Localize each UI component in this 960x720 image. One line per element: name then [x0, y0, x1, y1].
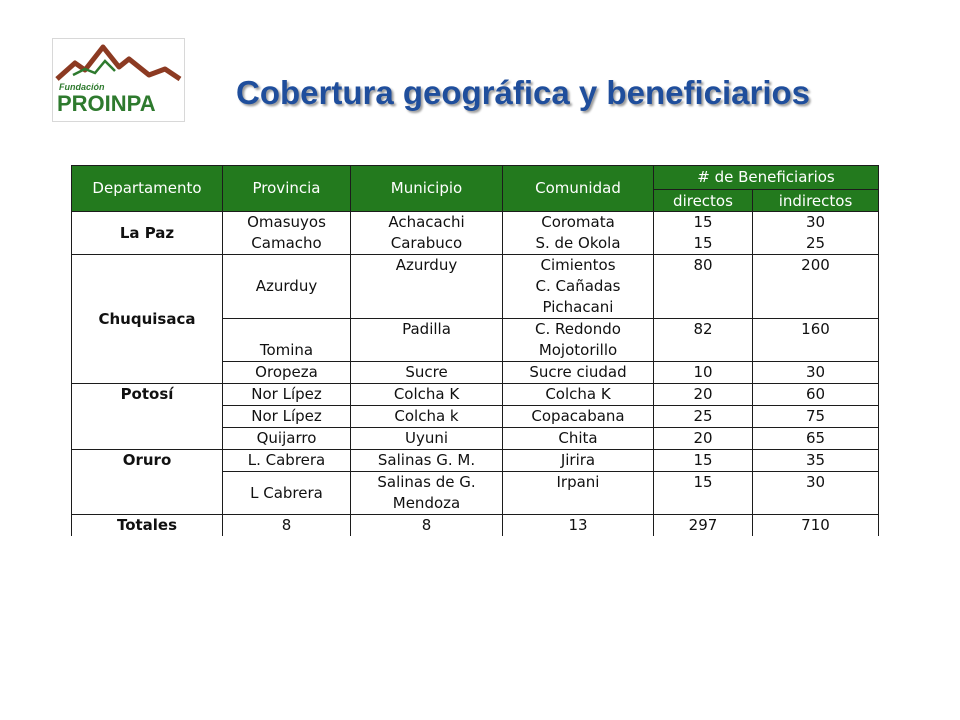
municipality-cell: Salinas de G. Mendoza	[351, 472, 503, 515]
community-cell: Sucre ciudad	[503, 362, 654, 384]
total-indirect-cell: 710	[753, 515, 879, 537]
total-community-cell: 13	[503, 515, 654, 537]
direct-cell: 25	[654, 406, 753, 428]
direct-cell: 15	[654, 472, 753, 515]
indirect-cell: 160	[753, 319, 879, 362]
municipality-cell: Achacachi Carabuco	[351, 212, 503, 255]
municipality-cell: Salinas G. M.	[351, 450, 503, 472]
province-cell: Nor Lípez	[223, 406, 351, 428]
community-cell: Jirira	[503, 450, 654, 472]
province-cell: Tomina	[223, 319, 351, 362]
municipality-cell: Padilla	[351, 319, 503, 362]
direct-cell: 80	[654, 255, 753, 319]
header-beneficiarios: # de Beneficiarios	[654, 166, 879, 190]
province-cell: Nor Lípez	[223, 384, 351, 406]
community-cell: Cimientos C. Cañadas Pichacani	[503, 255, 654, 319]
header-municipio: Municipio	[351, 166, 503, 212]
indirect-cell: 30 25	[753, 212, 879, 255]
direct-cell: 15	[654, 450, 753, 472]
province-cell: Quijarro	[223, 428, 351, 450]
header-directos: directos	[654, 190, 753, 212]
department-cell: Potosí	[72, 384, 223, 450]
totals-row	[72, 515, 879, 537]
total-direct-cell: 297	[654, 515, 753, 537]
header-indirectos: indirectos	[753, 190, 879, 212]
total-province-cell: 8	[223, 515, 351, 537]
direct-cell: 10	[654, 362, 753, 384]
community-cell: Coromata S. de Okola	[503, 212, 654, 255]
direct-cell: 20	[654, 428, 753, 450]
logo-brand-text: PROINPA	[57, 91, 156, 116]
province-cell: L Cabrera	[223, 472, 351, 515]
header-departamento: Departamento	[72, 166, 223, 212]
municipality-cell: Colcha k	[351, 406, 503, 428]
community-cell: Copacabana	[503, 406, 654, 428]
municipality-cell: Uyuni	[351, 428, 503, 450]
indirect-cell: 65	[753, 428, 879, 450]
indirect-cell: 30	[753, 362, 879, 384]
header-comunidad: Comunidad	[503, 166, 654, 212]
municipality-cell: Colcha K	[351, 384, 503, 406]
province-cell: Omasuyos Camacho	[223, 212, 351, 255]
table-row	[72, 450, 879, 472]
indirect-cell: 60	[753, 384, 879, 406]
table-row	[72, 255, 879, 319]
total-municipality-cell: 8	[351, 515, 503, 537]
province-cell: Azurduy	[223, 255, 351, 319]
logo-small-text: Fundación	[59, 82, 105, 92]
table-row	[72, 212, 879, 255]
municipality-cell: Azurduy	[351, 255, 503, 319]
coverage-table	[71, 165, 879, 536]
community-cell: Colcha K	[503, 384, 654, 406]
table-row	[72, 384, 879, 406]
page-title: Cobertura geográfica y beneficiarios	[236, 74, 811, 111]
department-cell: La Paz	[72, 212, 223, 255]
province-cell: L. Cabrera	[223, 450, 351, 472]
community-cell: Irpani	[503, 472, 654, 515]
indirect-cell: 30	[753, 472, 879, 515]
municipality-cell: Sucre	[351, 362, 503, 384]
department-cell: Oruro	[72, 450, 223, 515]
totals-label: Totales	[72, 515, 223, 537]
header-provincia: Provincia	[223, 166, 351, 212]
indirect-cell: 75	[753, 406, 879, 428]
direct-cell: 15 15	[654, 212, 753, 255]
department-cell: Chuquisaca	[72, 255, 223, 384]
direct-cell: 20	[654, 384, 753, 406]
indirect-cell: 200	[753, 255, 879, 319]
community-cell: Chita	[503, 428, 654, 450]
indirect-cell: 35	[753, 450, 879, 472]
province-cell: Oropeza	[223, 362, 351, 384]
proinpa-logo	[52, 38, 185, 122]
direct-cell: 82	[654, 319, 753, 362]
community-cell: C. Redondo Mojotorillo	[503, 319, 654, 362]
